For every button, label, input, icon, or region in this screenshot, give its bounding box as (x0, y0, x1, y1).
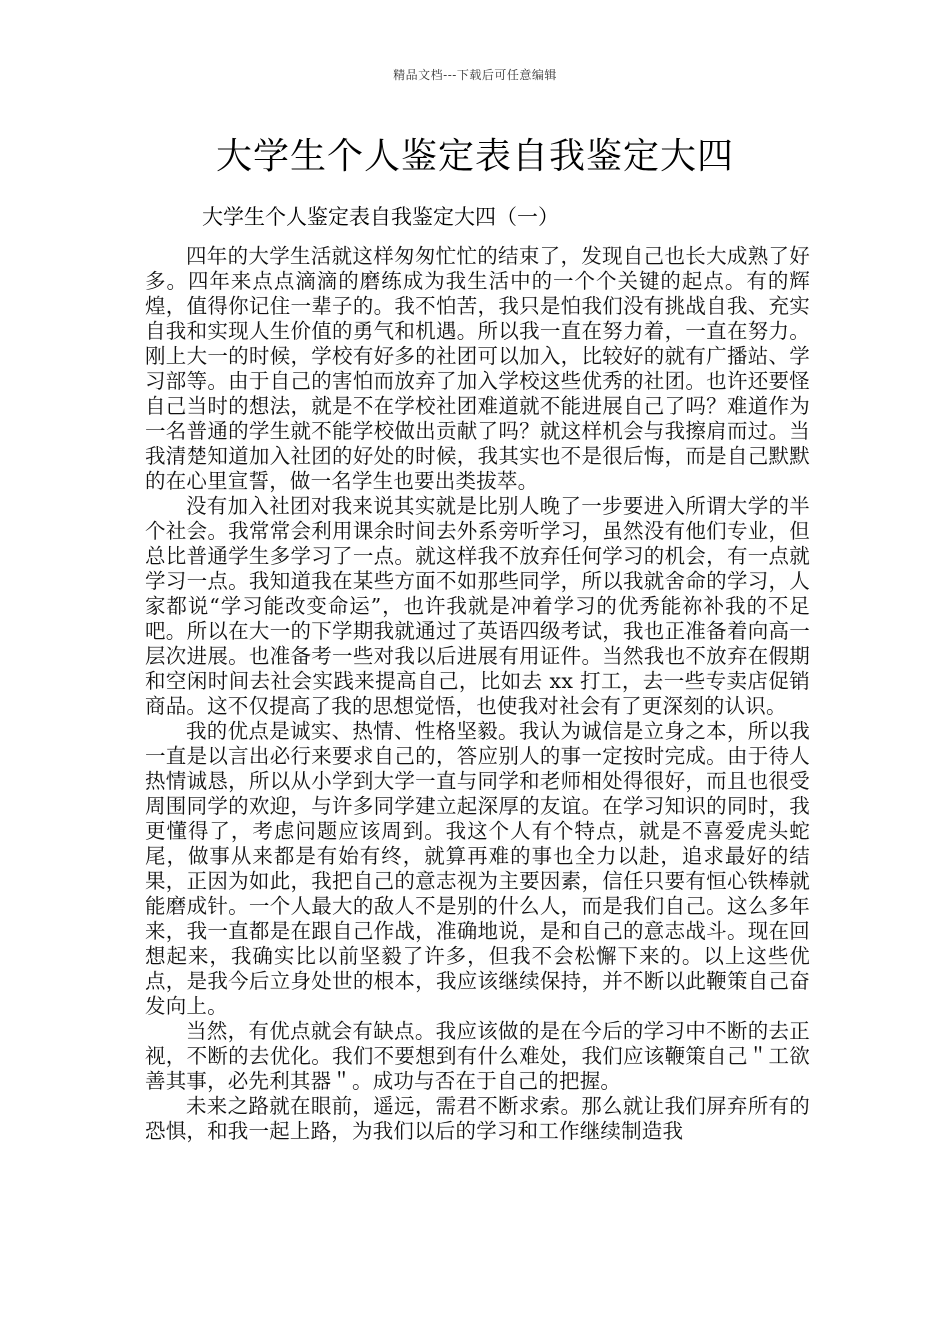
paragraph: 没有加入社团对我来说其实就是比别人晚了一步要进入所谓大学的半个社会。我常常会利用课余时间去外系旁听学习，虽然没有他们专业，但总比普通学生多学习了一点。就这样我不放弃任何学习的机会，有一点就学习一点。我知道我在某些方面不如那些同学，所以我就舍命的学习，人家都说“学习能改变命运”，也许我就是冲着学习的优秀能祢补我的不足吧。所以在大一的下学期我就通过了英语四级考试，我也正准备着向高一层次进展。也准备考一些对我以后进展有用证件。当然我也不放弃在假期和空闲时间去社会实践来提高自己，比如去 xx 打工，去一些专卖店促销商品。这不仅提高了我的思想觉悟，也使我对社会有了更深刻的认识。 (145, 494, 810, 718)
document-subtitle: 大学生个人鉴定表自我鉴定大四（一） (202, 205, 559, 229)
paragraph: 未来之路就在眼前，遥远，需君不断求索。那么就让我们屏弃所有的恐惧，和我一起上路，为我们以后的学习和工作继续制造我 (145, 1094, 810, 1143)
document-title: 大学生个人鉴定表自我鉴定大四 (215, 136, 734, 177)
paragraph: 我的优点是诚实、热情、性格坚毅。我认为诚信是立身之本，所以我一直是以言出必行来要求自己的，答应别人的事一定按时完成。由于待人热情诚恳，所以从小学到大学一直与同学和老师相处得很好，而且也很受周围同学的欢迎，与许多同学建立起深厚的友谊。在学习知识的同时，我更懂得了，考虑问题应该周到。我这个人有个特点，就是不喜爱虎头蛇尾，做事从来都是有始有终，就算再难的事也全力以赴，追求最好的结果，正因为如此，我把自己的意志视为主要因素，信任只要有恒心铁棒就能磨成针。一个人最大的敌人不是别的什么人，而是我们自己。这么多年来，我一直都是在跟自己作战，准确地说，是和自己的意志战斗。现在回想起来，我确实比以前坚毅了许多，但我不会松懈下来的。以上这些优点，是我今后立身处世的根本，我应该继续保持，并不断以此鞭策自己奋发向上。 (145, 719, 810, 1018)
paragraph: 四年的大学生活就这样匆匆忙忙的结束了，发现自己也长大成熟了好多。四年来点点滴滴的磨练成为我生活中的一个个关键的起点。有的辉煌，值得你记住一辈子的。我不怕苦，我只是怕我们没有挑战自我、充实自我和实现人生价值的勇气和机遇。所以我一直在努力着，一直在努力。刚上大一的时候，学校有好多的社团可以加入，比较好的就有广播站、学习部等。由于自己的害怕而放弃了加入学校这些优秀的社团。也许还要怪自己当时的想法，就是不在学校社团难道就不能进展自己了吗？难道作为一名普通的学生就不能学校做出贡献了吗？就这样机会与我擦肩而过。当我清楚知道加入社团的好处的时候，我其实也不是很后悔，而是自己默默的在心里宣誓，做一名学生也要出类拔萃。 (145, 244, 810, 493)
document-body (145, 244, 810, 1144)
header-note: 精品文档---下载后可任意编辑 (393, 68, 557, 82)
paragraph: 当然，有优点就会有缺点。我应该做的是在今后的学习中不断的去正视，不断的去优化。我们不要想到有什么难处，我们应该鞭策自己＂工欲善其事，必先利其器＂。成功与否在于自己的把握。 (145, 1019, 810, 1093)
